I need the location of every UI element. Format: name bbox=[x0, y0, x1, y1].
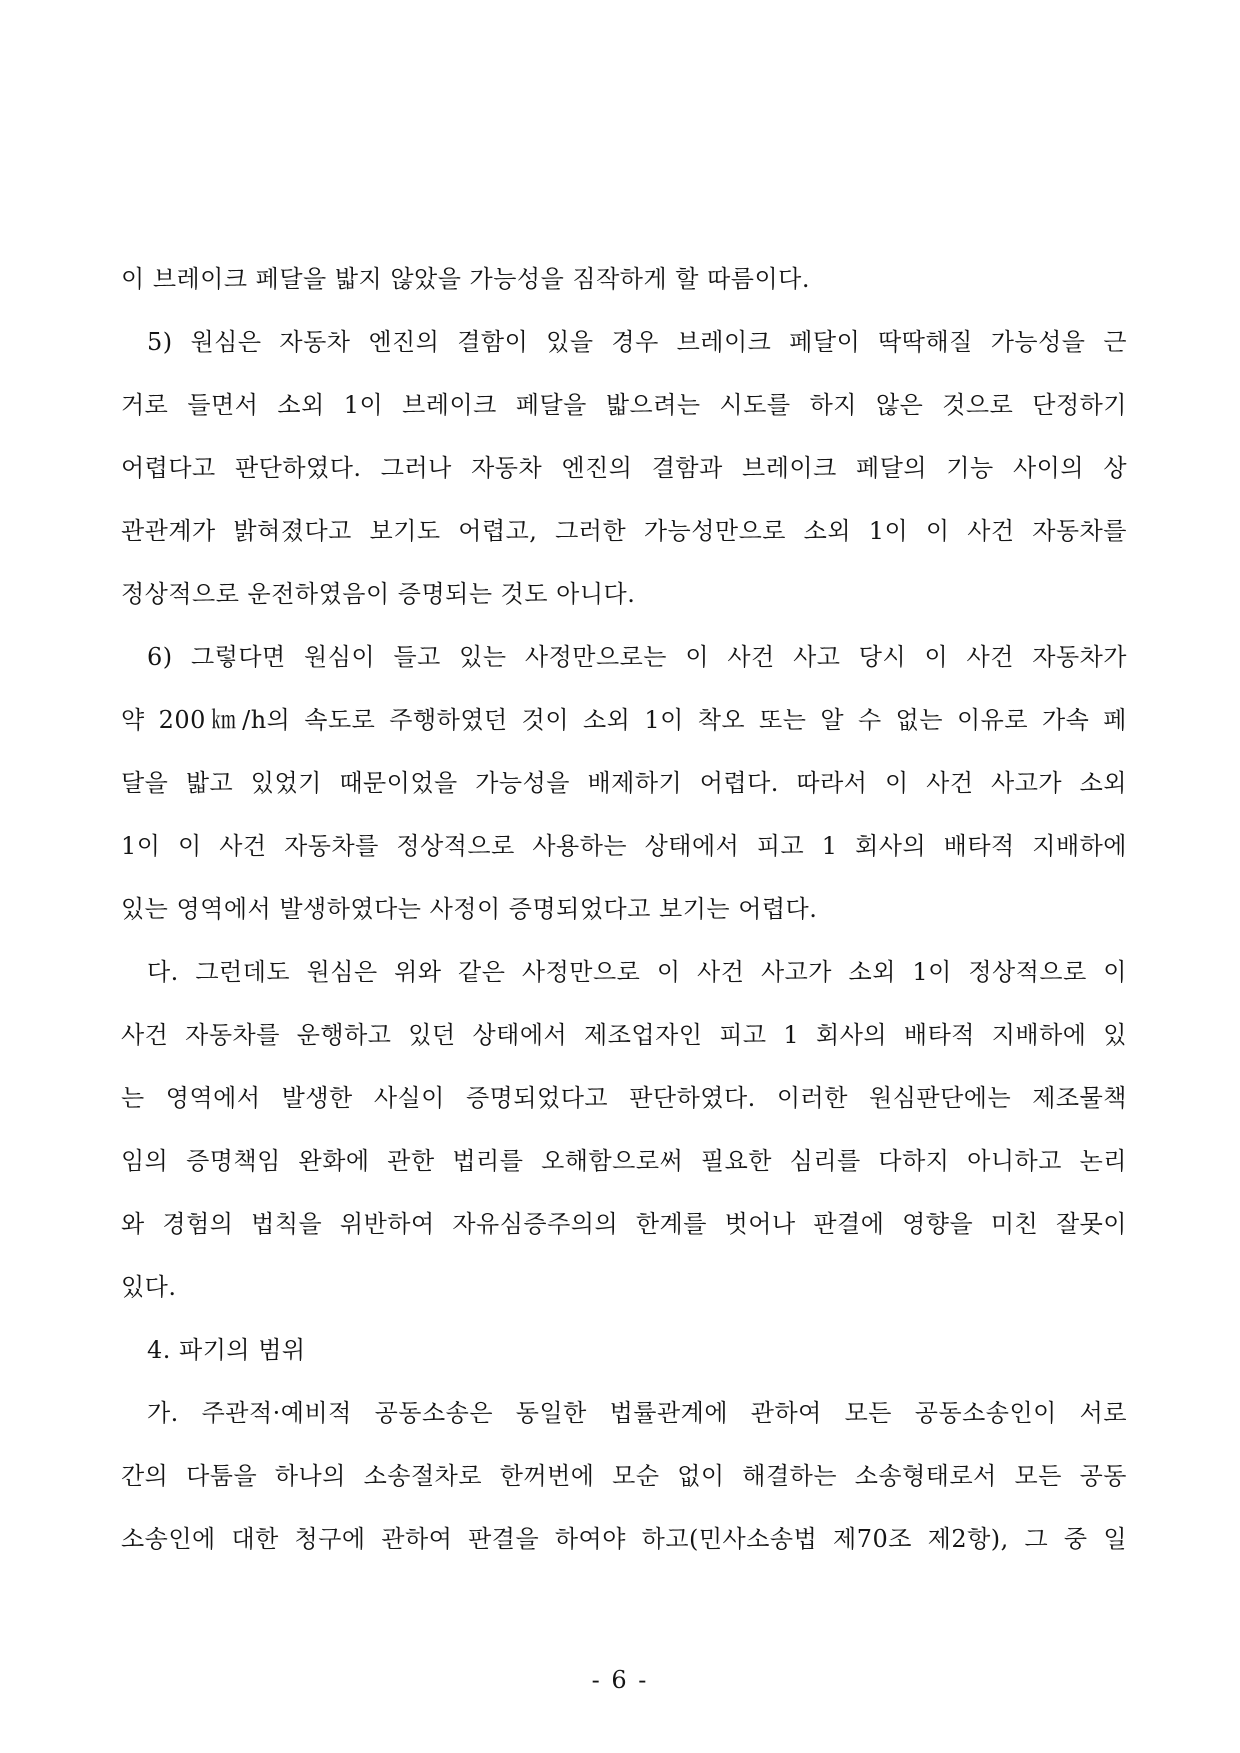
text-line: 이 브레이크 페달을 밟지 않았을 가능성을 짐작하게 할 따름이다. bbox=[121, 265, 810, 293]
text-line: 와 경험의 법칙을 위반하여 자유심증주의의 한계를 벗어나 판결에 영향을 미친 잘못이 bbox=[121, 1210, 1127, 1238]
text-line: 정상적으로 운전하였음이 증명되는 것도 아니다. bbox=[121, 580, 636, 608]
text-line: 약 200㎞/h의 속도로 주행하였던 것이 소외 1이 착오 또는 알 수 없는 이유로 가속 페 bbox=[121, 706, 1127, 734]
text-line: 1이 이 사건 자동차를 정상적으로 사용하는 상태에서 피고 1 회사의 배타적 지배하에 bbox=[121, 832, 1127, 860]
paragraph-continuation bbox=[121, 248, 1127, 311]
paragraph-item-6 bbox=[121, 626, 1127, 941]
text-line: 사건 자동차를 운행하고 있던 상태에서 제조업자인 피고 1 회사의 배타적 지배하에 있 bbox=[121, 1021, 1127, 1049]
document-body bbox=[121, 248, 1127, 1571]
paragraph-section-da bbox=[121, 941, 1127, 1319]
text-line: 임의 증명책임 완화에 관한 법리를 오해함으로써 필요한 심리를 다하지 아니하고 논리 bbox=[121, 1147, 1127, 1175]
section-heading-text: 4. 파기의 범위 bbox=[147, 1336, 306, 1364]
text-line: 어렵다고 판단하였다. 그러나 자동차 엔진의 결함과 브레이크 페달의 기능 사이의 상 bbox=[121, 454, 1127, 482]
text-line: 가. 주관적·예비적 공동소송은 동일한 법률관계에 관하여 모든 공동소송인이 서로 bbox=[147, 1399, 1127, 1427]
text-line: 거로 들면서 소외 1이 브레이크 페달을 밟으려는 시도를 하지 않은 것으로 단정하기 bbox=[121, 391, 1127, 419]
section-heading bbox=[121, 1319, 1127, 1382]
paragraph-section-ga bbox=[121, 1382, 1127, 1571]
text-line: 간의 다툼을 하나의 소송절차로 한꺼번에 모순 없이 해결하는 소송형태로서 모든 공동 bbox=[121, 1462, 1127, 1490]
text-line: 달을 밟고 있었기 때문이었을 가능성을 배제하기 어렵다. 따라서 이 사건 사고가 소외 bbox=[121, 769, 1127, 797]
text-line: 관관계가 밝혀졌다고 보기도 어렵고, 그러한 가능성만으로 소외 1이 이 사건 자동차를 bbox=[121, 517, 1127, 545]
text-line: 는 영역에서 발생한 사실이 증명되었다고 판단하였다. 이러한 원심판단에는 제조물책 bbox=[121, 1084, 1127, 1112]
text-line: 있는 영역에서 발생하였다는 사정이 증명되었다고 보기는 어렵다. bbox=[121, 895, 818, 923]
text-line: 다. 그런데도 원심은 위와 같은 사정만으로 이 사건 사고가 소외 1이 정상적으로 이 bbox=[147, 958, 1127, 986]
text-line: 6) 그렇다면 원심이 들고 있는 사정만으로는 이 사건 사고 당시 이 사건 자동차가 bbox=[147, 643, 1127, 671]
page-number: - 6 - bbox=[591, 1666, 649, 1694]
text-line: 5) 원심은 자동차 엔진의 결함이 있을 경우 브레이크 페달이 딱딱해질 가능성을 근 bbox=[147, 328, 1127, 356]
paragraph-item-5 bbox=[121, 311, 1127, 626]
text-line: 있다. bbox=[121, 1273, 177, 1301]
text-line: 소송인에 대한 청구에 관하여 판결을 하여야 하고(민사소송법 제70조 제2항), 그 중 일 bbox=[121, 1525, 1127, 1553]
